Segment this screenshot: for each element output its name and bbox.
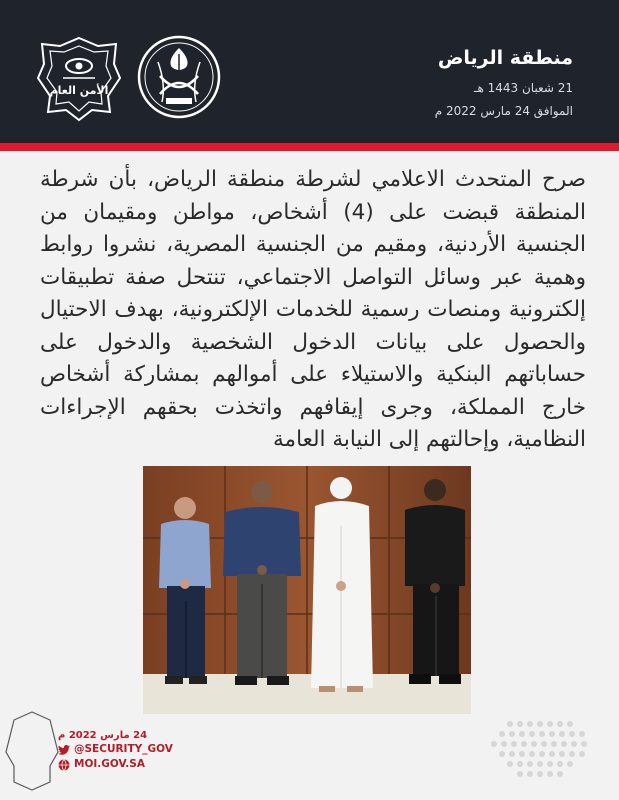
hijri-date: 21 شعبان 1443 هـ: [473, 81, 573, 95]
saudi-emblem-icon: [136, 34, 222, 120]
dots-pattern-icon: [480, 710, 590, 790]
header: [0, 0, 619, 143]
twitter-handle: @SECURITY_GOV: [74, 743, 173, 755]
header-text: [435, 46, 573, 121]
region-title: منطقة الرياض: [437, 47, 573, 69]
footer-security-logo: [4, 706, 60, 792]
website-link[interactable]: [58, 757, 173, 772]
gregorian-date: الموافق 24 مارس 2022 م: [434, 104, 573, 118]
suspects-photo: [143, 466, 471, 714]
security-logo-text: الأمن العام: [49, 84, 109, 97]
footer-date: 24 مارس 2022 م: [58, 730, 148, 741]
red-accent-bar: [0, 143, 619, 151]
statement-text: صرح المتحدث الاعلامي لشرطة منطقة الرياض، بأن شرطة المنطقة قبضت على (4) أشخاص، مواطن ومقيمان من الجنسية الأردنية، ومقيم من الجنسية المصرية، نشروا روابط وهمية عبر وسائل التواصل الاجتماعي، تنتحل صفة تطبيقات إلكترونية ومنصات رسمية للخدمات الإلكترونية، بهدف الاحتيال والحصول على بيانات الدخول الشخصية والدخول على حساباتهم البنكية والاستيلاء على أموالهم بمشاركة أشخاص خارج المملكة، وجرى إيقافهم واتخذت بحقهم الإجراءات النظامية، وإحالتهم إلى النيابة العامة: [40, 167, 586, 452]
globe-icon: [58, 759, 70, 771]
website-url: MOI.GOV.SA: [74, 758, 145, 770]
footer-info: [58, 729, 173, 772]
twitter-icon: [58, 745, 70, 755]
twitter-link[interactable]: [58, 742, 173, 757]
public-security-logo: [36, 34, 122, 122]
